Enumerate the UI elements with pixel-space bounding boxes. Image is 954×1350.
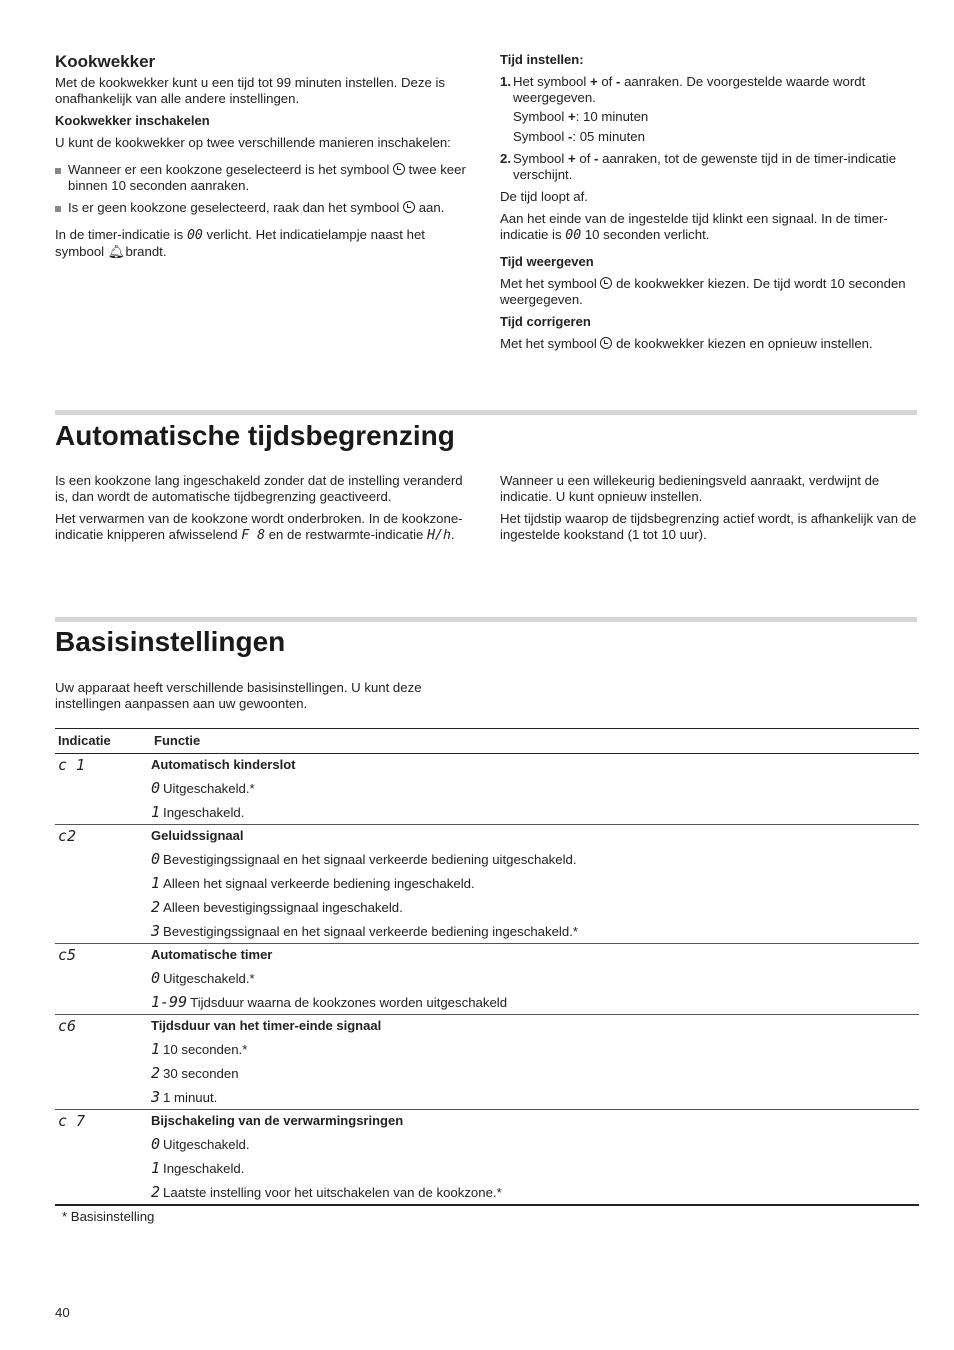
section-divider [55, 410, 917, 415]
col-functie: Functie [151, 729, 919, 754]
footnote: * Basisinstelling [62, 1209, 155, 1224]
kookwekker-intro: Met de kookwekker kunt u een tijd tot 99 minuten instellen. Deze is onafhankelijk van alle andere instellingen. [55, 75, 445, 106]
indicatie-code: c 7 [55, 1110, 151, 1206]
indicatie-code: c5 [55, 944, 151, 1015]
function-title: Tijdsduur van het timer-einde signaal [151, 1018, 382, 1033]
list-item: 1. Het symbool + of - aanraken. De voorgestelde waarde wordt weergegeven. Symbool +: 10 minuten Symbool -: 05 minuten [500, 74, 866, 144]
corrigeren-text: Met het symbool de kookwekker kiezen en opnieuw instellen. [500, 336, 873, 351]
indicatie-code: c6 [55, 1015, 151, 1110]
display-00: 00 [565, 228, 582, 243]
basis-table [55, 728, 919, 1206]
table-header [55, 729, 919, 754]
auto-p4: Het tijdstip waarop de tijdsbegrenzing actief wordt, is afhankelijk van de ingestelde kookstand (1 tot 10 uur). [500, 511, 917, 542]
option-row: 2 30 seconden [151, 1064, 239, 1082]
tijd-section [500, 52, 918, 352]
instellen-steps [500, 74, 918, 183]
timer-icon [600, 277, 612, 289]
section-divider [55, 617, 917, 622]
auto-heading: Automatische tijdsbegrenzing [55, 420, 455, 451]
page-number: 40 [55, 1305, 70, 1320]
display-00: 00 [186, 228, 203, 243]
table-row [55, 754, 919, 825]
function-title: Geluidssignaal [151, 828, 244, 843]
option-row: 0 Bevestigingssignaal en het signaal verkeerde bediening uitgeschakeld. [151, 850, 577, 868]
basis-heading: Basisinstellingen [55, 626, 286, 657]
option-row: 0 Uitgeschakeld.* [151, 779, 255, 797]
kookwekker-section [55, 52, 475, 260]
option-row: 2 Laatste instelling voor het uitschakelen van de kookzone.* [151, 1183, 502, 1201]
auto-p1: Is een kookzone lang ingeschakeld zonder dat de instelling veranderd is, dan wordt de automatische tijdbegrenzing geactiveerd. [55, 473, 463, 504]
table-row [55, 1110, 919, 1206]
tijd-instellen-subheading: Tijd instellen: [500, 52, 584, 67]
bell-icon: 🔔︎ [107, 244, 125, 259]
indicatie-code: c 1 [55, 754, 151, 825]
timer-icon [600, 337, 612, 349]
kookwekker-heading: Kookwekker [55, 52, 156, 71]
auto-right [500, 473, 918, 543]
option-row: 2 Alleen bevestigingssignaal ingeschakeld. [151, 898, 403, 916]
function-title: Bijschakeling van de verwarmingsringen [151, 1113, 404, 1128]
option-row: 1 Ingeschakeld. [151, 1159, 245, 1177]
option-row: 3 Bevestigingssignaal en het signaal verkeerde bediening ingeschakeld.* [151, 922, 578, 940]
indicatie-code: c2 [55, 825, 151, 944]
option-row: 3 1 minuut. [151, 1088, 218, 1106]
indicatie-text: In de timer-indicatie is 00 verlicht. Het indicatielampje naast het symbool 🔔︎ brandt. [55, 227, 425, 259]
function-title: Automatische timer [151, 947, 273, 962]
option-row: 1 Ingeschakeld. [151, 803, 245, 821]
option-row: 1 10 seconden.* [151, 1040, 248, 1058]
inschakelen-text: U kunt de kookwekker op twee verschillende manieren inschakelen: [55, 135, 451, 150]
timer-icon [403, 201, 415, 213]
timer-icon [393, 163, 405, 175]
tijd-weergeven-subheading: Tijd weergeven [500, 254, 594, 269]
option-row: 0 Uitgeschakeld.* [151, 969, 255, 987]
display-f8: F 8 [241, 528, 266, 543]
basis-intro: Uw apparaat heeft verschillende basisinstellingen. U kunt deze instellingen aanpassen aan uw gewoonten. [55, 680, 422, 711]
option-row: 0 Uitgeschakeld. [151, 1135, 250, 1153]
end-text: Aan het einde van de ingestelde tijd klinkt een signaal. In de timer-indicatie is 00 10 seconden verlicht. [500, 211, 888, 243]
runs-text: De tijd loopt af. [500, 189, 588, 204]
tijd-corrigeren-subheading: Tijd corrigeren [500, 314, 591, 329]
option-row: 1-99 Tijdsduur waarna de kookzones worden uitgeschakeld [151, 993, 508, 1011]
table-row [55, 944, 919, 1015]
table-row [55, 825, 919, 944]
col-indicatie: Indicatie [55, 729, 151, 754]
auto-p3: Wanneer u een willekeurig bedieningsveld aanraakt, verdwijnt de indicatie. U kunt opnieuw instellen. [500, 473, 880, 504]
table-row [55, 1015, 919, 1110]
inschakelen-subheading: Kookwekker inschakelen [55, 113, 210, 128]
list-item: Wanneer er een kookzone geselecteerd is het symbool twee keer binnen 10 seconden aanraken. [55, 162, 475, 194]
inschakelen-list [55, 162, 475, 216]
function-title: Automatisch kinderslot [151, 757, 296, 772]
option-row: 1 Alleen het signaal verkeerde bediening ingeschakeld. [151, 874, 475, 892]
list-item: 2. Symbool + of - aanraken, tot de gewenste tijd in de timer-indicatie verschijnt. [500, 151, 897, 182]
weergeven-text: Met het symbool de kookwekker kiezen. De tijd wordt 10 seconden weergegeven. [500, 276, 906, 307]
auto-p2: Het verwarmen van de kookzone wordt onderbroken. In de kookzone-indicatie knipperen afwisselend F 8 en de restwarmte-indicatie H/h. [55, 511, 463, 543]
auto-left [55, 473, 465, 544]
list-item: Is er geen kookzone geselecteerd, raak dan het symbool aan. [55, 200, 475, 216]
display-hh: H/h [427, 528, 451, 543]
